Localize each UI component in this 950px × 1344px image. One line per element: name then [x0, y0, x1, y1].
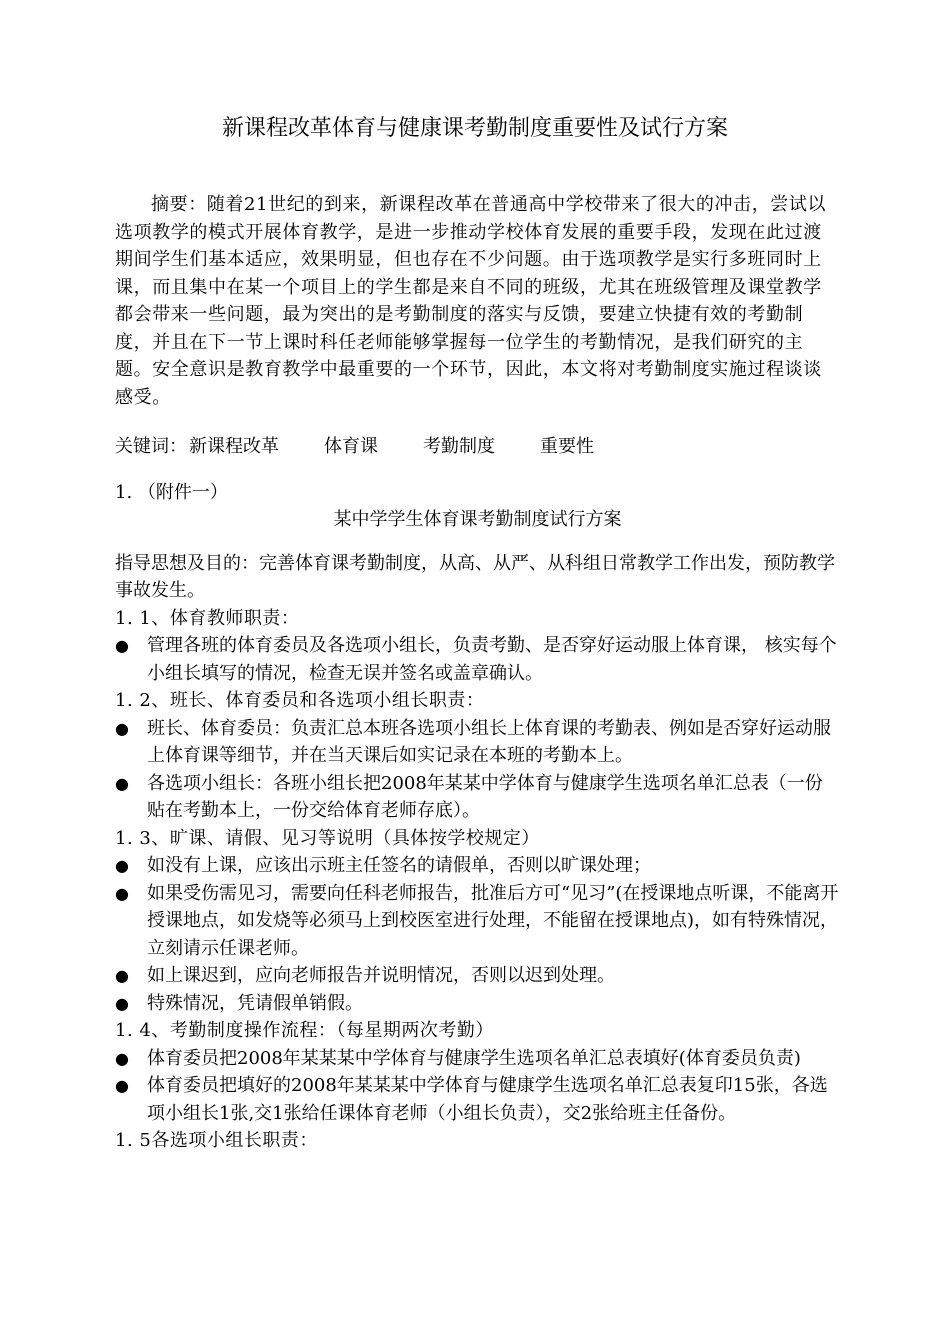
- bullet-dot-icon: ●: [115, 993, 129, 1013]
- bullet-text: 体育委员把2008年某某某中学体育与健康学生选项名单汇总表填好(体育委员负责): [147, 1047, 801, 1069]
- bullet-text: 各选项小组长：各班小组长把2008年某某中学体育与健康学生选项名单汇总表（一份贴在考勤本上，一份交给体育老师存底）。: [147, 772, 823, 821]
- keywords-line: [115, 433, 840, 461]
- bullet-text: 特殊情况，凭请假单销假。: [147, 992, 363, 1014]
- bullet-dot-icon: ●: [115, 1048, 129, 1068]
- bullet-text: 如上课迟到，应向老师报告并说明情况，否则以迟到处理。: [147, 965, 615, 986]
- keyword: 体育课: [324, 436, 378, 457]
- keyword: 重要性: [540, 436, 594, 457]
- bullet-text: 管理各班的体育委员及各选项小组长，负责考勤、是否穿好运动服上体育课， 核实每个小组长填写的情况，检查无误并签名或盖章确认。: [147, 635, 837, 684]
- bullet-dot-icon: ●: [115, 718, 129, 738]
- bullet-dot-icon: ●: [115, 966, 129, 985]
- bullet-item: [115, 852, 840, 880]
- bullet-item: [115, 880, 840, 963]
- guide-paragraph: 指导思想及目的：完善体育课考勤制度，从高、从严、从科组日常教学工作出发，预防教学事故发生。: [115, 552, 835, 601]
- bullet-dot-icon: ●: [115, 856, 129, 875]
- plan-items: [115, 605, 840, 1155]
- bullet-item: [115, 962, 840, 990]
- subsection-heading: 1. 1、体育教师职责：: [115, 607, 300, 629]
- subsection-heading: 1. 5各选项小组长职责：: [115, 1130, 318, 1151]
- spacer: [115, 534, 840, 550]
- abstract-paragraph: 摘要：随着21世纪的到来，新课程改革在普通高中学校带来了很大的冲击，尝试以选项教学的模式开展体育教学，是进一步推动学校体育发展的重要手段，发现在此过渡期间学生们基本适应，效果明显，但也存在不少问题。由于选项教学是实行多班同时上课，而且集中在某一个项目上的学生都是来自不同的班级，尤其在班级管理及课堂教学都会带来一些问题，最为突出的是考勤制度的落实与反馈，要建立快捷有效的考勤制度，并且在下一节上课时科任老师能够掌握每一位学生的考勤情况，是我们研究的主题。安全意识是教育教学中最重要的一个环节，因此，本文将对考勤制度实施过程谈谈感受。: [115, 194, 827, 408]
- bullet-item: [115, 1045, 840, 1073]
- bullet-text: 如没有上课，应该出示班主任签名的请假单，否则以旷课处理；: [147, 855, 651, 876]
- keywords-label: 关键词：: [115, 436, 187, 457]
- bullet-dot-icon: ●: [115, 636, 129, 655]
- spacer: [115, 411, 840, 433]
- keyword: 新课程改革: [189, 436, 279, 457]
- bullet-item: [115, 770, 840, 825]
- subsection-heading: 1. 2、班长、体育委员和各选项小组长职责：: [115, 690, 485, 711]
- subsection-heading: 1. 4、考勤制度操作流程：（每星期两次考勤）: [115, 1020, 494, 1041]
- plan-title: 某中学学生体育课考勤制度试行方案: [333, 509, 622, 530]
- bullet-text: 如果受伤需见习，需要向任科老师报告，批准后方可“见习”(在授课地点听课，不能离开授课地点，如发烧等必须马上到校医室进行处理，不能留在授课地点)，如有特殊情况，立刻请示任课老师。: [147, 882, 839, 959]
- bullet-item: [115, 632, 840, 687]
- bullet-item: [115, 715, 840, 770]
- section-heading: 1. （附件一）: [115, 481, 228, 503]
- subsection-heading: 1. 3、旷课、请假、见习等说明（具体按学校规定）: [115, 827, 540, 849]
- document-body: [115, 191, 840, 1155]
- document-title: 新课程改革体育与健康课考勤制度重要性及试行方案: [221, 116, 728, 141]
- keyword: 考勤制度: [423, 436, 495, 457]
- bullet-dot-icon: ●: [115, 1076, 129, 1095]
- bullet-dot-icon: ●: [115, 883, 129, 903]
- bullet-item: [115, 990, 840, 1018]
- spacer: [115, 461, 840, 479]
- bullet-dot-icon: ●: [115, 773, 129, 793]
- bullet-text: 班长、体育委员：负责汇总本班各选项小组长上体育课的考勤表、例如是否穿好运动服上体育课等细节，并在当天课后如实记录在本班的考勤本上。: [147, 717, 831, 766]
- bullet-item: [115, 1072, 840, 1127]
- bullet-text: 体育委员把填好的2008年某某某中学体育与健康学生选项名单汇总表复印15张，各选项小组长1张,交1张给任课体育老师（小组长负责），交2张给班主任备份。: [147, 1075, 828, 1124]
